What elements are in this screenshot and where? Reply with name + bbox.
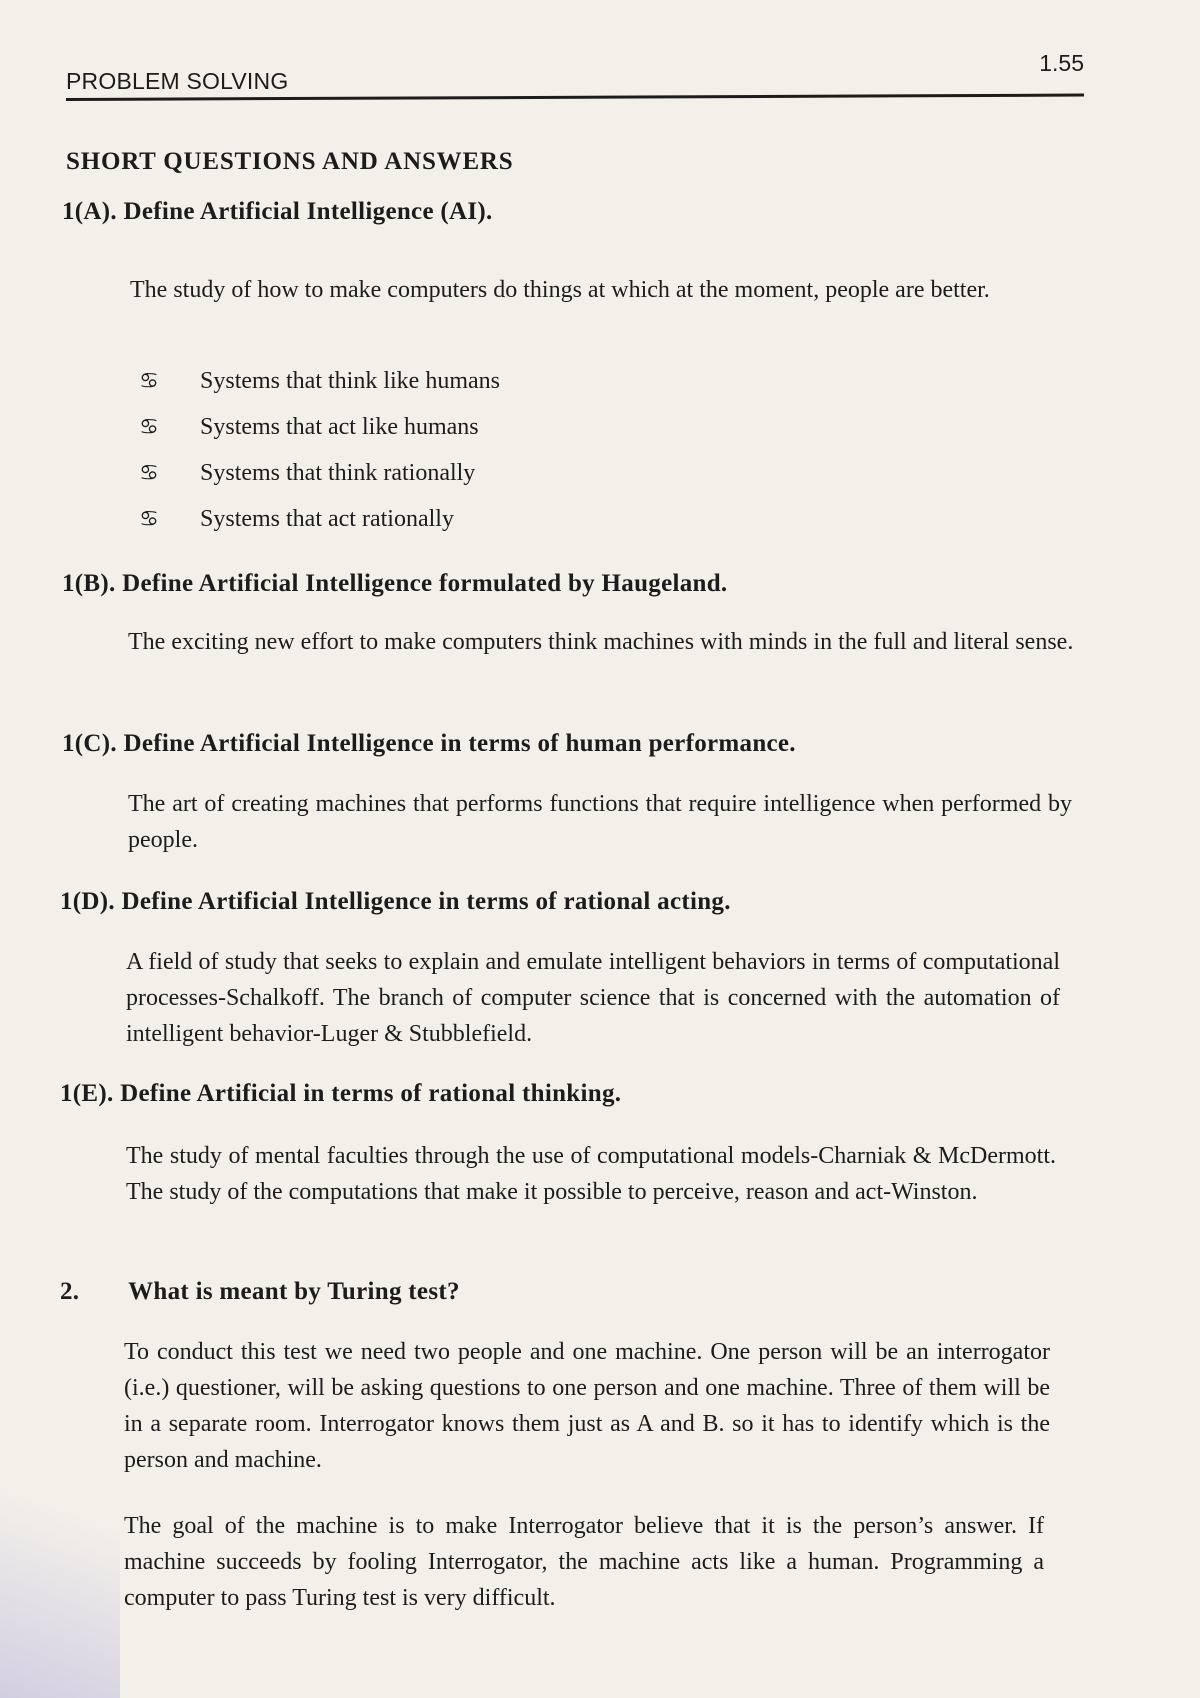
question-number: 1(E). <box>60 1080 114 1107</box>
page-edge-shadow <box>0 1438 120 1698</box>
question-number: 1(A). <box>62 198 117 225</box>
bullet-list <box>130 358 500 542</box>
section-title: SHORT QUESTIONS AND ANSWERS <box>66 148 514 175</box>
running-head: PROBLEM SOLVING <box>66 68 289 94</box>
question-number: 1(C). <box>62 730 117 757</box>
question-number: 1(D). <box>60 888 115 915</box>
question-1d <box>60 888 731 916</box>
question-1b <box>62 570 727 598</box>
question-number: 2. <box>60 1278 80 1305</box>
cancer-sign-icon: ♋ <box>139 414 159 440</box>
answer-1a: The study of how to make computers do things at which at the moment, people are better. <box>130 277 990 303</box>
question-text: What is meant by Turing test? <box>128 1278 460 1305</box>
answer-1d: A field of study that seeks to explain and emulate intelligent behaviors in terms of computational processes-Schalkoff. The branch of computer science that is concerned with the automation of intelligent behavior-Luger & Stubblefield. <box>126 949 1060 1047</box>
answer-1c: The art of creating machines that performs functions that require intelligence when performed by people. <box>128 791 1072 853</box>
list-item <box>130 404 500 450</box>
answer-1e: The study of mental faculties through the use of computational models-Charniak & McDermott. The study of the computations that make it possible to perceive, reason and act-Winston. <box>126 1143 1056 1205</box>
list-item <box>130 496 500 542</box>
question-1c <box>62 730 796 758</box>
list-item <box>130 450 500 496</box>
answer-2-paragraph-2: The goal of the machine is to make Interrogator believe that it is the person’s answer. If machine succeeds by fooling Interrogator, the machine acts like a human. Programming a computer to pass Turing test is very difficult. <box>124 1513 1044 1611</box>
question-text: Define Artificial Intelligence in terms of human performance. <box>123 730 796 757</box>
cancer-sign-icon: ♋ <box>139 506 159 532</box>
list-item <box>130 358 500 404</box>
question-1e <box>60 1080 621 1108</box>
page-header <box>66 50 1084 106</box>
question-text: Define Artificial Intelligence (AI). <box>123 198 493 225</box>
list-item-text: Systems that think like humans <box>200 367 500 394</box>
cancer-sign-icon: ♋ <box>139 368 159 394</box>
list-item-text: Systems that act like humans <box>200 413 479 440</box>
question-text: Define Artificial Intelligence in terms of rational acting. <box>121 888 731 915</box>
cancer-sign-icon: ♋ <box>139 460 159 486</box>
question-2 <box>60 1278 460 1306</box>
answer-2-paragraph-1: To conduct this test we need two people and one machine. One person will be an interrogator (i.e.) questioner, will be asking questions to one person and one machine. Three of them will be in a separate room. Interrogator knows them just as A and B. so it has to identify which is the person and machine. <box>124 1339 1050 1473</box>
list-item-text: Systems that think rationally <box>200 459 476 486</box>
question-text: Define Artificial Intelligence formulated by Haugeland. <box>122 570 728 597</box>
question-number: 1(B). <box>62 570 116 597</box>
answer-1b: The exciting new effort to make computers think machines with minds in the full and literal sense. <box>128 629 1074 655</box>
page-number: 1.55 <box>1039 50 1084 76</box>
question-text: Define Artificial in terms of rational thinking. <box>120 1080 622 1107</box>
question-1a <box>62 198 493 226</box>
list-item-text: Systems that act rationally <box>200 505 454 532</box>
